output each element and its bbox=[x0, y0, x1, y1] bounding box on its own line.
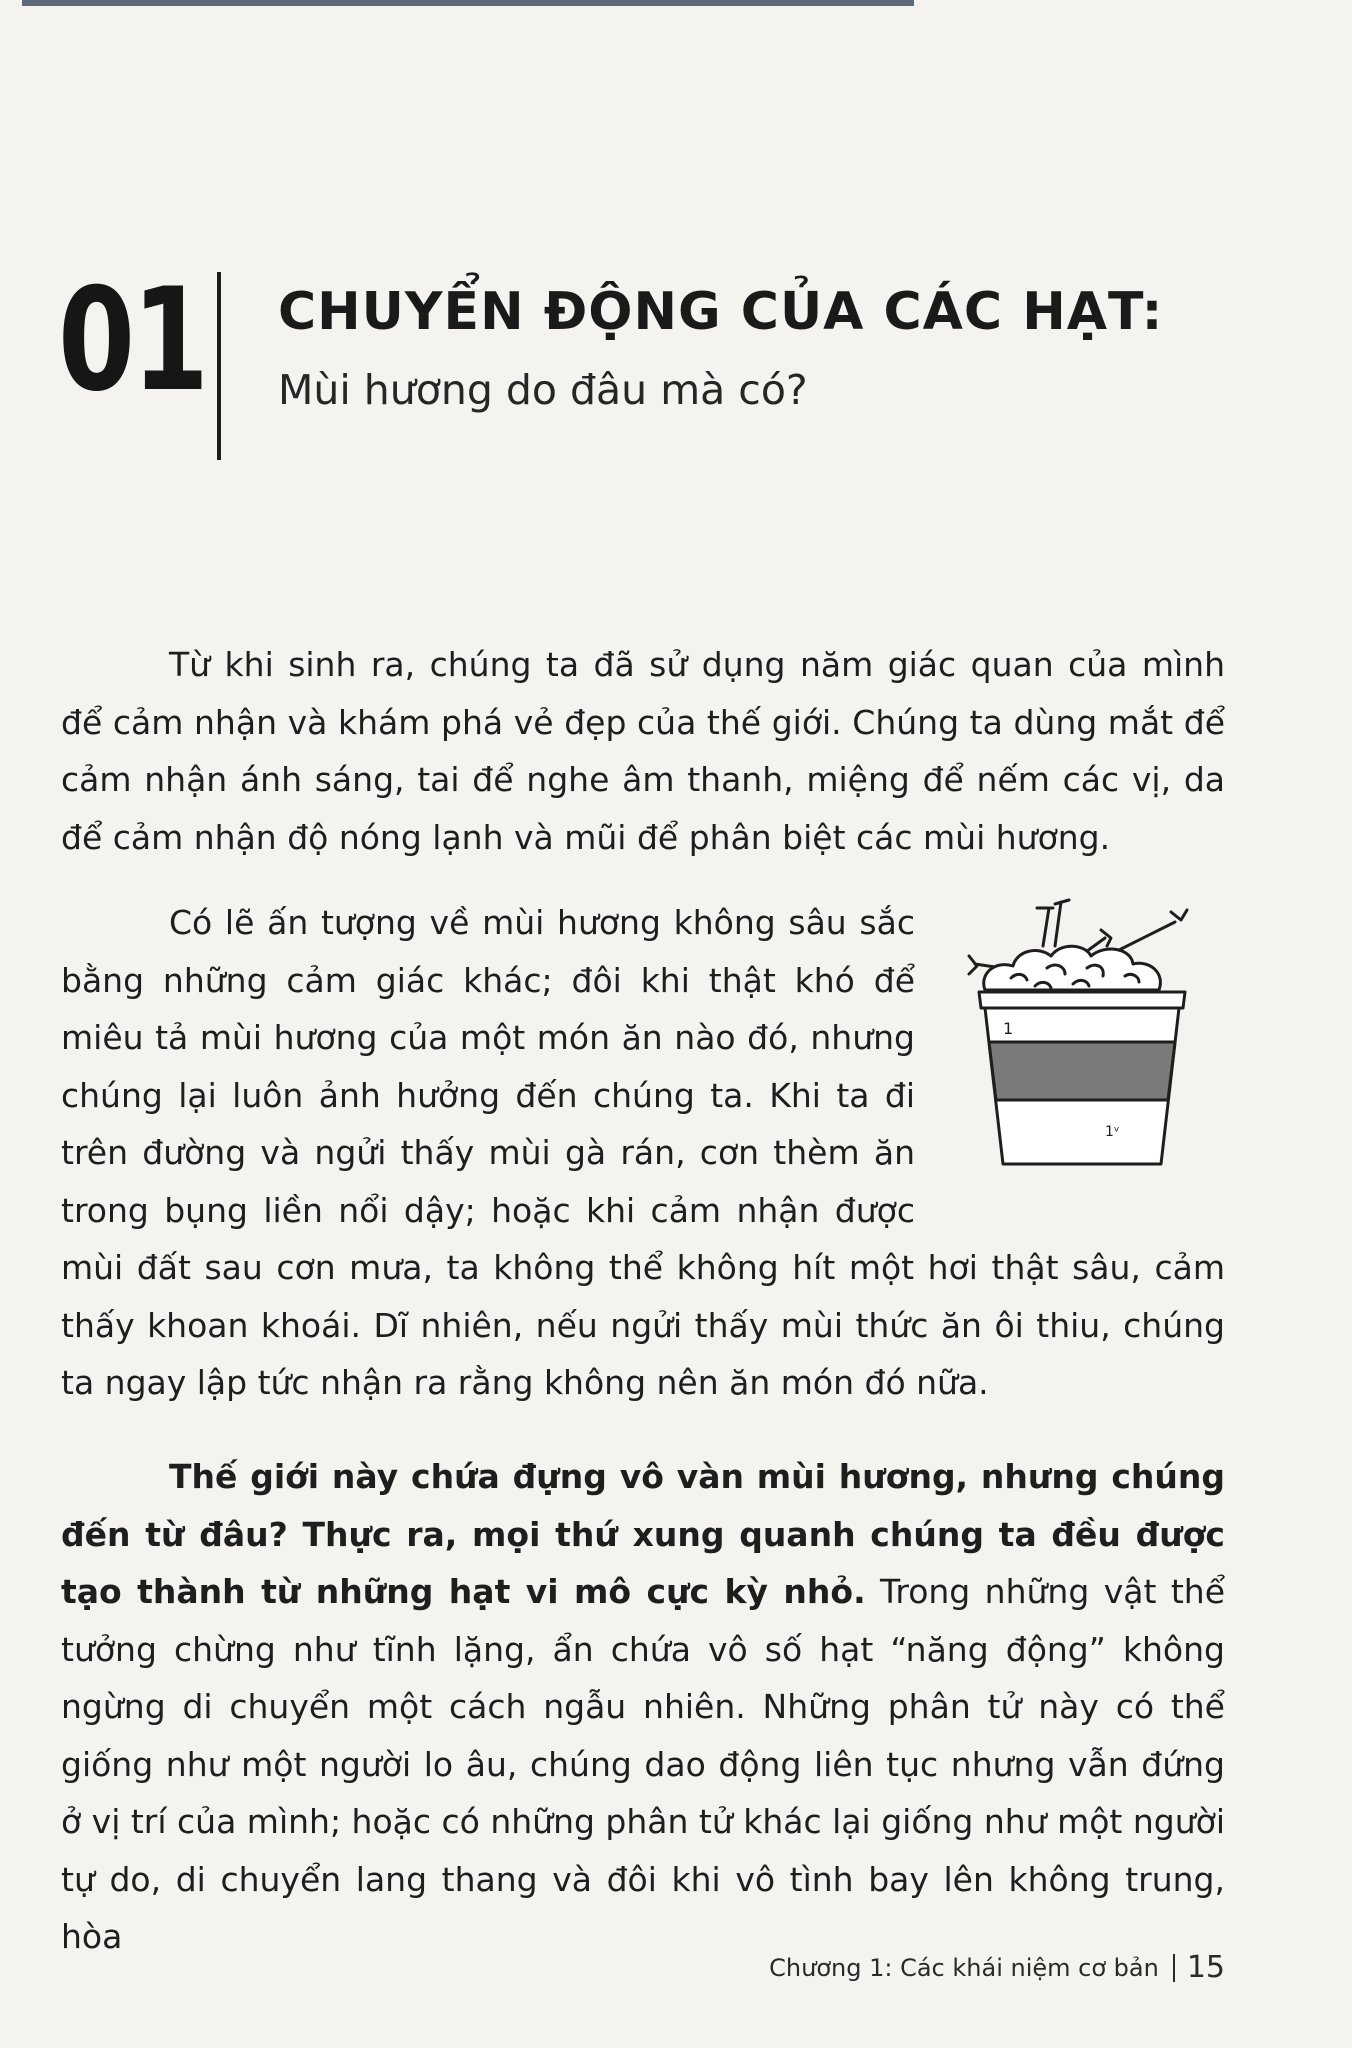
paragraph-senses: Từ khi sinh ra, chúng ta đã sử dụng năm giác quan của mình để cảm nhận và khám phá vẻ đẹp của thế giới. Chúng ta dùng mắt để cảm nhận ánh sáng, tai để nghe âm thanh, miệng để nếm các vị, da để cảm nhận độ nóng lạnh và mũi để phân biệt các mùi hương. bbox=[61, 645, 1225, 857]
footer-divider bbox=[1173, 1954, 1175, 1982]
title-divider bbox=[217, 272, 221, 460]
page-number: 15 bbox=[1186, 1950, 1225, 1985]
paragraph-text: Trong những vật thể tưởng chừng như tĩnh lặng, ẩn chứa vô số hạt “năng động” không ngừng di chuyển một cách ngẫu nhiên. Những phân tử này có thể giống như một người lo âu, chúng dao động liên tục nhưng vẫn đứng ở vị trí của mình; hoặc có những phân tử khác lại giống như một người tự do, di chuyển lang thang và đôi khi vô tình bay lên không trung, hòa bbox=[61, 1572, 1225, 1956]
bucket-label-top: 1 bbox=[1003, 1019, 1014, 1038]
top-edge-band bbox=[22, 0, 914, 6]
bucket-label-bottom: 1ᵛ bbox=[1105, 1124, 1120, 1140]
emphasis-text: Thế giới này chứa đựng vô vàn mùi hương, nhưng chúng đến từ đâu? Thực ra, mọi thứ xung quanh chúng ta đều được tạo thành từ những hạt vi mô cực kỳ nhỏ. bbox=[61, 1457, 1225, 1611]
chapter-number: 01 bbox=[58, 258, 206, 423]
paragraph-text: Có lẽ ấn tượng về mùi hương không sâu sắc bằng những cảm giác khác; đôi khi thật khó để miêu tả mùi hương của một món ăn nào đó, nhưng chúng lại luôn ảnh hưởng đến chúng ta. Khi ta đi trên đường và ngửi thấy mùi gà rán, cơn thèm ăn trong bụng liền nổi dậy; hoặc khi cảm nhận được mùi đất sau cơn mưa, ta không thể không hít một hơi thật sâu, cảm thấy khoan khoái. Dĩ nhiên, nếu ngửi thấy mùi thức ăn ôi thiu, chúng ta ngay lập tức nhận ra rằng không nên ăn món đó nữa. bbox=[61, 903, 1225, 1402]
paragraph-particles bbox=[61, 1448, 1225, 1966]
chapter-subtitle: Mùi hương do đâu mà có? bbox=[278, 366, 808, 414]
chapter-title: CHUYỂN ĐỘNG CỦA CÁC HẠT: bbox=[278, 282, 1164, 342]
fried-chicken-bucket-illustration bbox=[955, 894, 1225, 1184]
running-footer bbox=[769, 1950, 1225, 1985]
paragraph-smell-impression bbox=[61, 894, 1225, 1412]
running-title: Chương 1: Các khái niệm cơ bản bbox=[769, 1953, 1159, 1982]
